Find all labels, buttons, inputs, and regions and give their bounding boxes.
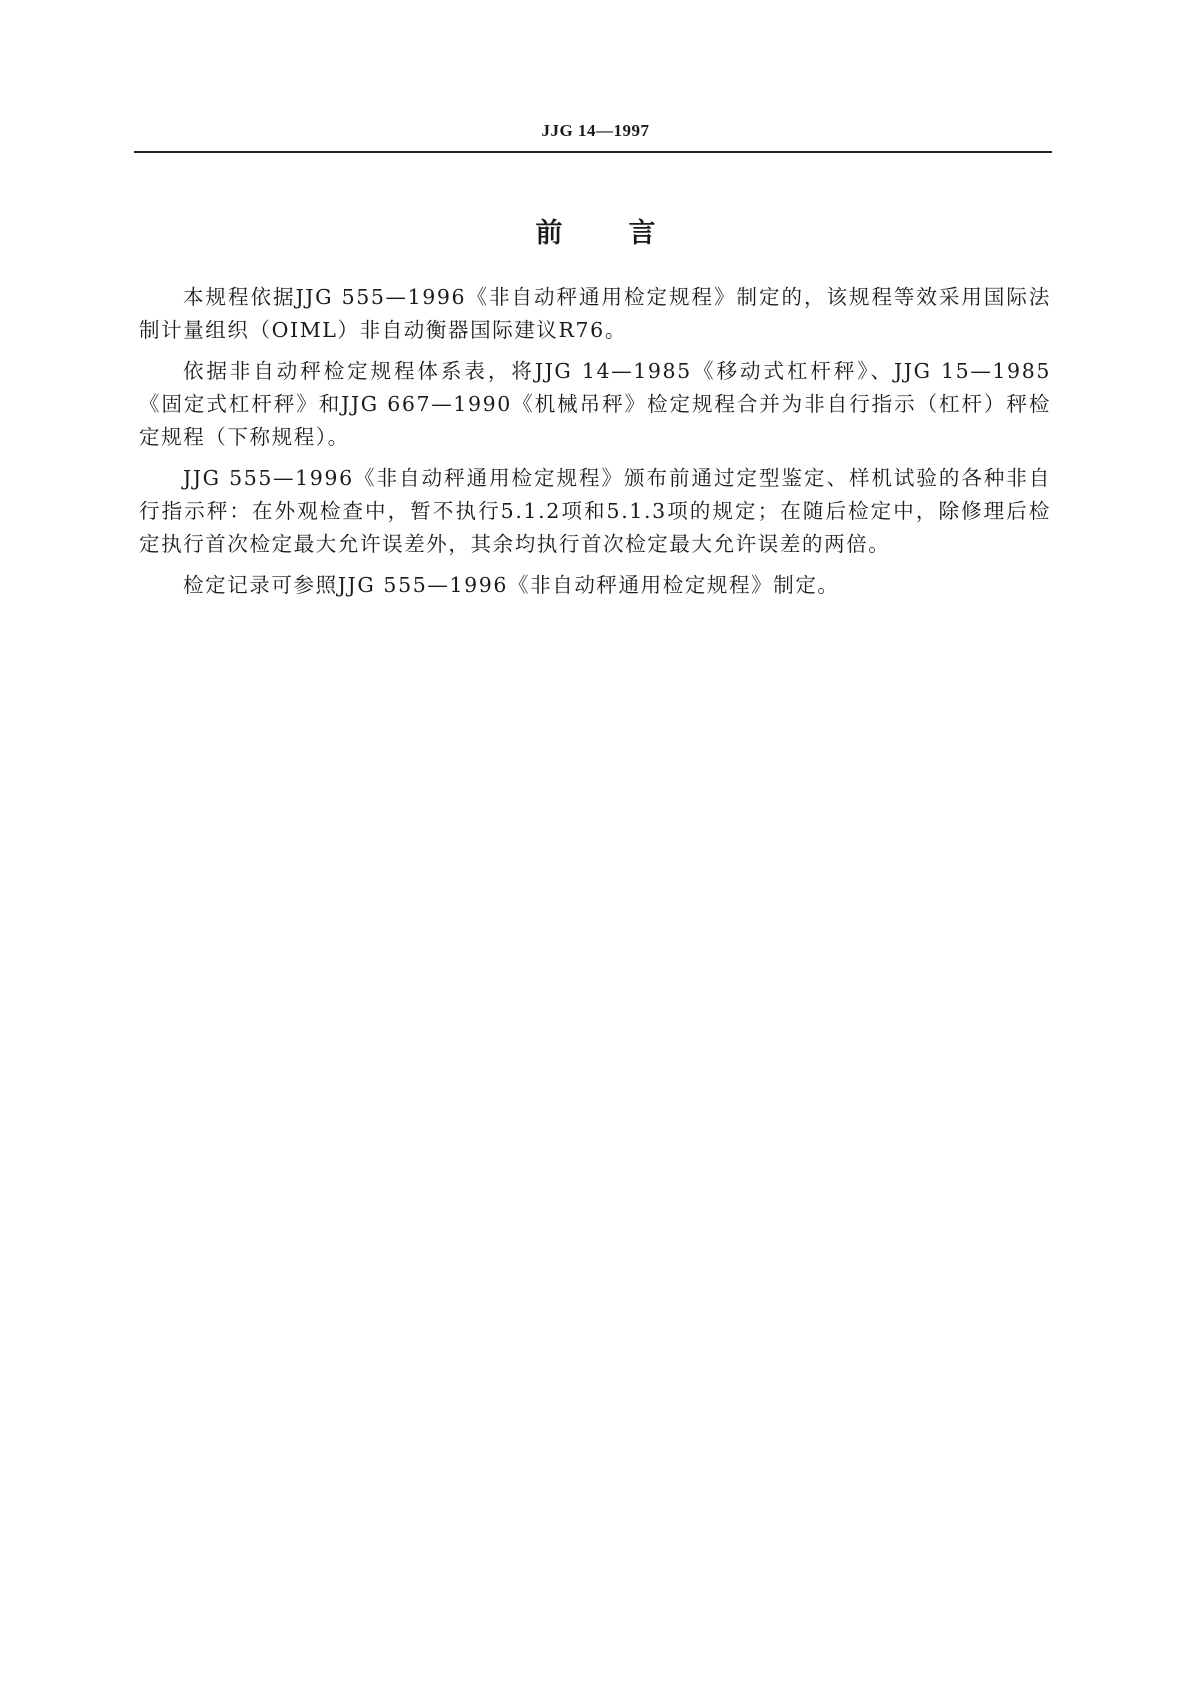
paragraph: JJG 555—1996《非自动秤通用检定规程》颁布前通过定型鉴定、样机试验的各种非自行指示秤：在外观检查中，暂不执行5.1.2项和5.1.3项的规定；在随后检定中，除修理后检定执行首次检定最大允许误差外，其余均执行首次检定最大允许误差的两倍。 xyxy=(139,466,1051,556)
header-divider xyxy=(134,151,1052,153)
document-code-header: JJG 14—1997 xyxy=(541,121,650,140)
page-title: 前言 xyxy=(535,218,722,249)
preface-body xyxy=(139,281,1051,610)
paragraph: 依据非自动秤检定规程体系表，将JJG 14—1985《移动式杠杆秤》、JJG 15—1985《固定式杠杆秤》和JJG 667—1990《机械吊秤》检定规程合并为非自行指示（杠杆）秤检定规程（下称规程）。 xyxy=(139,359,1052,449)
paragraph: 检定记录可参照JJG 555—1996《非自动秤通用检定规程》制定。 xyxy=(183,573,840,597)
paragraph: 本规程依据JJG 555—1996《非自动秤通用检定规程》制定的，该规程等效采用国际法制计量组织（OIML）非自动衡器国际建议R76。 xyxy=(139,285,1051,342)
